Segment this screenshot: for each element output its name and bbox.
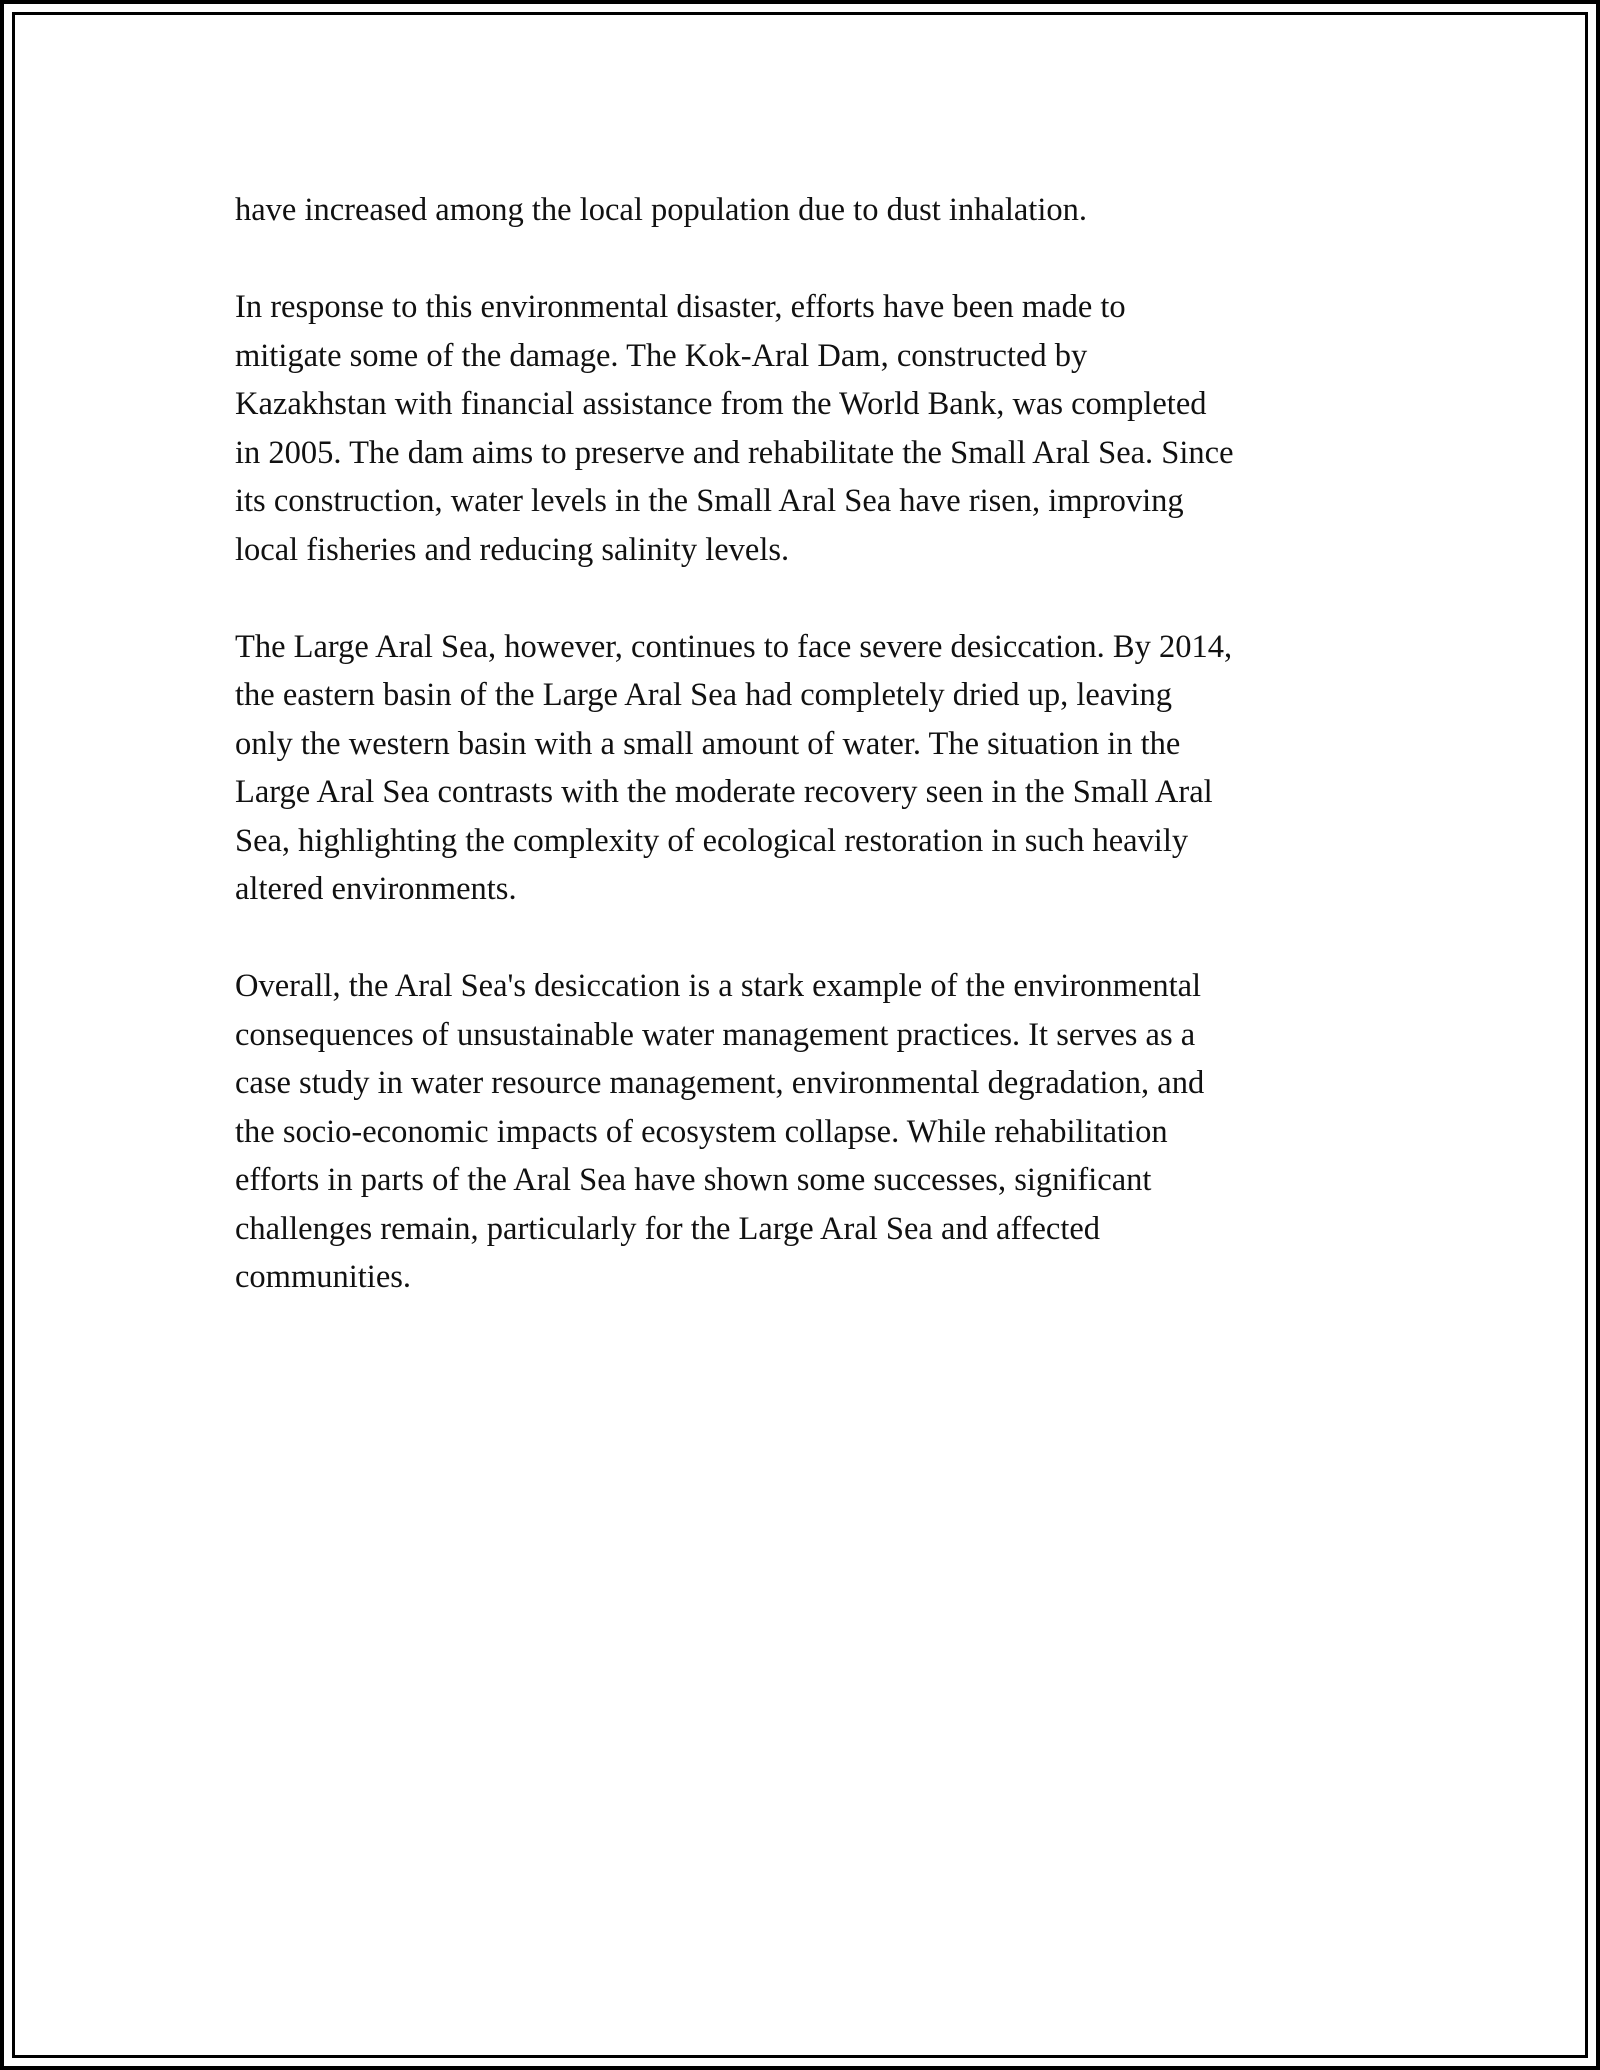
text-line: the eastern basin of the Large Aral Sea had completely dried up, leaving: [235, 677, 1173, 713]
text-line: its construction, water levels in the Small Aral Sea have risen, improving: [235, 483, 1184, 519]
text-line: altered environments.: [235, 871, 517, 907]
text-line: challenges remain, particularly for the Large Aral Sea and affected: [235, 1210, 1101, 1247]
text-line: only the western basin with a small amount of water. The situation in the: [235, 725, 1181, 762]
paragraph-3: [235, 623, 1375, 914]
text-line: in 2005. The dam aims to preserve and rehabilitate the Small Aral Sea. Since: [235, 434, 1234, 471]
paragraph-4: [235, 962, 1375, 1302]
text-line: case study in water resource management, environmental degradation, and: [235, 1065, 1205, 1101]
text-line: Sea, highlighting the complexity of ecological restoration in such heavily: [235, 822, 1189, 859]
text-line: In response to this environmental disaster, efforts have been made to: [235, 289, 1126, 325]
text-line: mitigate some of the damage. The Kok-Aral Dam, constructed by: [235, 337, 1088, 374]
document-body: [235, 186, 1375, 1302]
text-line: The Large Aral Sea, however, continues to face severe desiccation. By 2014,: [235, 628, 1233, 665]
text-line: Large Aral Sea contrasts with the moderate recovery seen in the Small Aral: [235, 774, 1213, 810]
text-line: consequences of unsustainable water management practices. It serves as a: [235, 1016, 1196, 1053]
text-line: efforts in parts of the Aral Sea have shown some successes, significant: [235, 1162, 1152, 1198]
text-line: Overall, the Aral Sea's desiccation is a stark example of the environmental: [235, 968, 1202, 1004]
text-line: communities.: [235, 1259, 412, 1295]
paragraph-1: [235, 186, 1375, 235]
text-line: local fisheries and reducing salinity levels.: [235, 531, 790, 568]
text-line: have increased among the local population due to dust inhalation.: [235, 192, 1087, 228]
text-line: the socio-economic impacts of ecosystem collapse. While rehabilitation: [235, 1113, 1168, 1150]
text-line: Kazakhstan with financial assistance from the World Bank, was completed: [235, 386, 1207, 422]
paragraph-2: [235, 283, 1375, 574]
